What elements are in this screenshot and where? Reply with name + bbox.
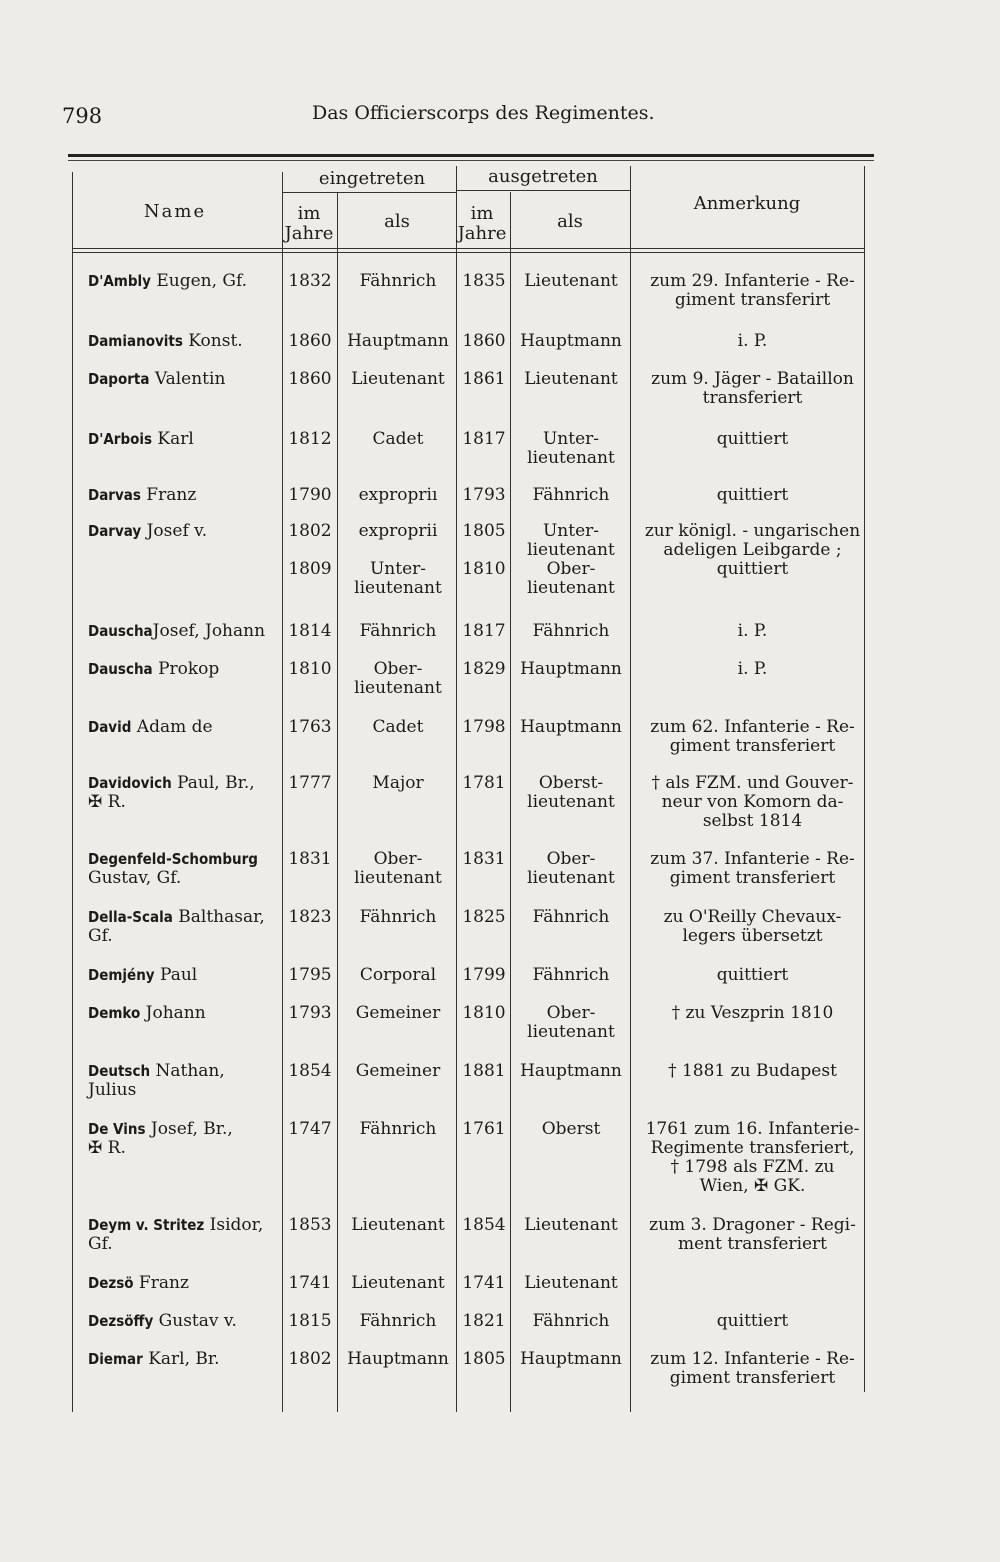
exit-year: 1825 — [462, 907, 506, 927]
header-eingetreten: eingetreten — [318, 168, 426, 189]
officer-surname: Darvas — [88, 486, 141, 504]
officer-name — [88, 1350, 283, 1369]
remark: † 1881 zu Budapest — [668, 1061, 837, 1081]
exit-rank: Lieutenant — [524, 369, 618, 389]
officer-name — [88, 1062, 283, 1100]
exit-year: 1854 — [462, 1215, 506, 1235]
officer-name — [88, 486, 283, 505]
officer-given-name: Paul — [154, 965, 198, 985]
officer-name — [88, 1312, 283, 1331]
officer-surname: Deym v. Stritez — [88, 1216, 205, 1234]
entry-year: 1814 — [288, 621, 332, 641]
officer-given-name: Karl, Br. — [142, 1349, 220, 1369]
exit-year: 1798 — [462, 717, 506, 737]
exit-rank: Fähnrich — [532, 1311, 610, 1331]
entry-rank: Hauptmann — [347, 1349, 449, 1369]
exit-year: 1805 1810 — [462, 521, 506, 579]
officer-name — [88, 850, 283, 888]
officer-surname: Dezsöffy — [88, 1312, 154, 1330]
officer-name — [88, 622, 283, 641]
remark: quittiert — [716, 429, 789, 449]
officer-name — [88, 774, 283, 812]
officer-surname: D'Ambly — [88, 272, 151, 290]
exit-rank: Ober- lieutenant — [527, 849, 615, 888]
exit-year: 1821 — [462, 1311, 506, 1331]
entry-rank: Hauptmann — [347, 331, 449, 351]
officer-given-name: Franz — [140, 485, 197, 505]
remark: zum 29. Infanterie - Re- giment transferirt — [650, 271, 855, 310]
exit-rank: Hauptmann — [520, 1349, 622, 1369]
officer-given-name: Eugen, Gf. — [150, 271, 248, 291]
header-out-year: im Jahre — [457, 203, 507, 244]
remark: zum 9. Jäger - Bataillon transferiert — [651, 369, 854, 408]
officer-given-name: Valentin — [149, 369, 226, 389]
exit-year: 1861 — [462, 369, 506, 389]
officer-given-name: Karl — [152, 429, 194, 449]
remark: zum 37. Infanterie - Re- giment transferiert — [650, 849, 855, 888]
remark: quittiert — [716, 1311, 789, 1331]
officer-name — [88, 370, 283, 389]
officer-name — [88, 1120, 283, 1158]
entry-year: 1747 — [288, 1119, 332, 1139]
officer-name — [88, 1216, 283, 1254]
entry-year: 1860 — [288, 331, 332, 351]
officer-surname: Damianovits — [88, 332, 183, 350]
entry-rank: Ober- lieutenant — [354, 659, 442, 698]
remark: 1761 zum 16. Infanterie- Regimente transferiert, † 1798 als FZM. zu Wien, ✠ GK. — [645, 1119, 860, 1196]
entry-rank: Cadet — [372, 717, 424, 737]
entry-year: 1823 — [288, 907, 332, 927]
officer-surname: Davidovich — [88, 774, 172, 792]
header-in-rank: als — [384, 211, 410, 232]
running-title: Das Officierscorps des Regimentes. — [312, 102, 655, 124]
exit-rank: Lieutenant — [524, 1273, 618, 1293]
exit-rank: Unter- lieutenant Ober- lieutenant — [527, 521, 615, 598]
entry-year: 1777 — [288, 773, 332, 793]
entry-rank: Lieutenant — [351, 369, 445, 389]
entry-rank: Gemeiner — [355, 1003, 441, 1023]
officer-given-name: Gustav, Gf. — [88, 868, 182, 888]
exit-year: 1881 — [462, 1061, 506, 1081]
exit-year: 1831 — [462, 849, 506, 869]
header-ausgetreten: ausgetreten — [488, 166, 598, 187]
remark: i. P. — [737, 331, 768, 351]
entry-year: 1812 — [288, 429, 332, 449]
entry-year: 1790 — [288, 485, 332, 505]
exit-year: 1761 — [462, 1119, 506, 1139]
officer-name — [88, 908, 283, 946]
officer-surname: Degenfeld-Schomburg — [88, 850, 258, 868]
remark: zur königl. - ungarischen adeligen Leibgarde ; quittiert — [644, 521, 861, 579]
entry-year: 1810 — [288, 659, 332, 679]
officer-given-name: Gustav v. — [153, 1311, 237, 1331]
header-anmerkung: Anmerkung — [693, 193, 801, 214]
exit-rank: Oberst- lieutenant — [527, 773, 615, 812]
exit-year: 1860 — [462, 331, 506, 351]
officer-name — [88, 660, 283, 679]
entry-year: 1853 — [288, 1215, 332, 1235]
exit-year: 1829 — [462, 659, 506, 679]
officer-surname: Demjény — [88, 966, 155, 984]
officer-name — [88, 1004, 283, 1023]
entry-year: 1854 — [288, 1061, 332, 1081]
entry-rank: Cadet — [372, 429, 424, 449]
entry-rank: Ober- lieutenant — [354, 849, 442, 888]
header-in-year: im Jahre — [284, 203, 334, 244]
officer-name — [88, 522, 283, 541]
header-name: Name — [143, 201, 207, 222]
exit-rank: Fähnrich — [532, 965, 610, 985]
entry-rank: Corporal — [359, 965, 437, 985]
officer-surname: De Vins — [88, 1120, 146, 1138]
exit-rank: Lieutenant — [524, 1215, 618, 1235]
entry-rank: exproprii Unter- lieutenant — [354, 521, 442, 598]
exit-rank: Unter- lieutenant — [527, 429, 615, 468]
entry-year: 1802 1809 — [288, 521, 332, 579]
officer-given-name: Franz — [133, 1273, 189, 1293]
entry-rank: Lieutenant — [351, 1273, 445, 1293]
entry-year: 1802 — [288, 1349, 332, 1369]
entry-year: 1795 — [288, 965, 332, 985]
entry-year: 1741 — [288, 1273, 332, 1293]
entry-year: 1815 — [288, 1311, 332, 1331]
officer-surname: Demko — [88, 1004, 141, 1022]
officer-surname: Diemar — [88, 1350, 143, 1368]
officer-surname: David — [88, 718, 132, 736]
remark: quittiert — [716, 965, 789, 985]
remark: i. P. — [737, 621, 768, 641]
remark: zum 62. Infanterie - Re- giment transferiert — [650, 717, 855, 756]
officer-surname: Dauscha — [88, 660, 153, 678]
entry-year: 1793 — [288, 1003, 332, 1023]
remark: † als FZM. und Gouver- neur von Komorn da- selbst 1814 — [651, 773, 854, 831]
entry-year: 1831 — [288, 849, 332, 869]
exit-rank: Oberst — [541, 1119, 601, 1139]
exit-year: 1781 — [462, 773, 506, 793]
officer-given-name: Josef v. — [141, 521, 208, 541]
officer-given-name: Paul, Br., ✠ R. — [88, 773, 255, 812]
entry-year: 1860 — [288, 369, 332, 389]
officer-name — [88, 718, 283, 737]
officer-given-name: Josef, Johann — [152, 621, 266, 641]
remark: i. P. — [737, 659, 768, 679]
exit-rank: Hauptmann — [520, 1061, 622, 1081]
remark: quittiert — [716, 485, 789, 505]
entry-year: 1832 — [288, 271, 332, 291]
remark: zum 3. Dragoner - Regi- ment transferiert — [649, 1215, 856, 1254]
exit-rank: Hauptmann — [520, 331, 622, 351]
entry-rank: Major — [372, 773, 424, 793]
exit-rank: Fähnrich — [532, 621, 610, 641]
header-out-rank: als — [557, 211, 583, 232]
exit-rank: Hauptmann — [520, 717, 622, 737]
officer-name — [88, 272, 283, 291]
exit-year: 1799 — [462, 965, 506, 985]
officer-given-name: Konst. — [182, 331, 243, 351]
officer-name — [88, 966, 283, 985]
entry-rank: Fähnrich — [359, 1119, 437, 1139]
officer-given-name: Isidor, Gf. — [88, 1215, 264, 1254]
entry-year: 1763 — [288, 717, 332, 737]
exit-year: 1741 — [462, 1273, 506, 1293]
page-number: 798 — [62, 104, 103, 128]
officer-name — [88, 332, 283, 351]
officer-given-name: Prokop — [152, 659, 220, 679]
exit-year: 1805 — [462, 1349, 506, 1369]
exit-rank: Ober- lieutenant — [527, 1003, 615, 1042]
officer-surname: Deutsch — [88, 1062, 151, 1080]
entry-rank: Fähnrich — [359, 271, 437, 291]
officer-given-name: Adam de — [131, 717, 213, 737]
entry-rank: Gemeiner — [355, 1061, 441, 1081]
exit-rank: Fähnrich — [532, 907, 610, 927]
remark: zum 12. Infanterie - Re- giment transferiert — [650, 1349, 855, 1388]
exit-rank: Hauptmann — [520, 659, 622, 679]
exit-year: 1817 — [462, 429, 506, 449]
officer-name — [88, 1274, 283, 1293]
officer-surname: Darvay — [88, 522, 142, 540]
entry-rank: expropriı — [358, 485, 438, 505]
officer-given-name: Nathan, Julius — [88, 1061, 225, 1100]
officer-given-name: Balthasar, Gf. — [88, 907, 265, 946]
officer-surname: Dauscha — [88, 622, 153, 640]
exit-year: 1810 — [462, 1003, 506, 1023]
exit-year: 1793 — [462, 485, 506, 505]
officer-surname: Daporta — [88, 370, 150, 388]
exit-rank: Lieutenant — [524, 271, 618, 291]
officer-name — [88, 430, 283, 449]
exit-year: 1817 — [462, 621, 506, 641]
officer-surname: Dezsö — [88, 1274, 134, 1292]
entry-rank: Fähnrich — [359, 907, 437, 927]
exit-year: 1835 — [462, 271, 506, 291]
officer-surname: Della-Scala — [88, 908, 173, 926]
remark: zu O'Reilly Chevaux- legers übersetzt — [663, 907, 842, 946]
officer-given-name: Johann — [140, 1003, 206, 1023]
officer-surname: D'Arbois — [88, 430, 153, 448]
entry-rank: Fähnrich — [359, 1311, 437, 1331]
remark: † zu Veszprin 1810 — [671, 1003, 834, 1023]
officer-given-name: Josef, Br., ✠ R. — [88, 1119, 233, 1158]
entry-rank: Lieutenant — [351, 1215, 445, 1235]
exit-rank: Fähnrich — [532, 485, 610, 505]
entry-rank: Fähnrich — [359, 621, 437, 641]
